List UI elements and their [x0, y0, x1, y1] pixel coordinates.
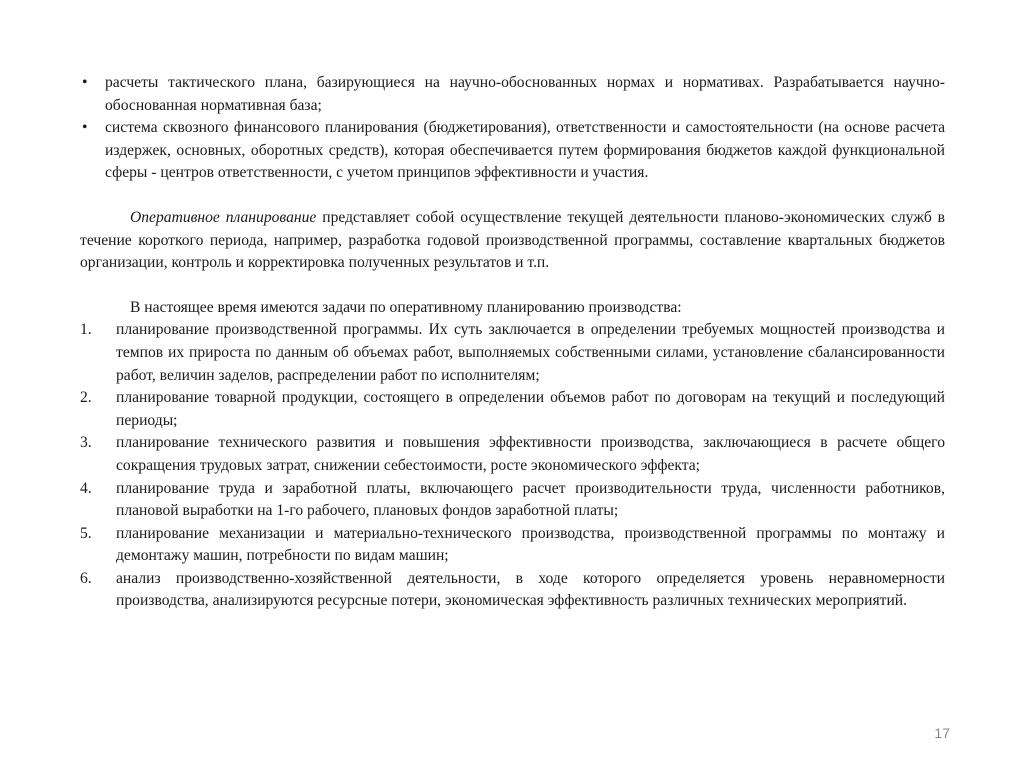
operational-planning-paragraph — [80, 207, 945, 275]
list-item — [80, 72, 945, 117]
list-item-text: планирование труда и заработной платы, включающего расчет производительности труда, численности работников, плановой выработки на 1-го рабочего, плановых фондов заработной платы; — [116, 479, 945, 520]
list-item-text: планирование механизации и материально-технического производства, производственной программы по монтажу и демонтажу машин, потребности по видам машин; — [116, 524, 945, 565]
list-item-text: планирование технического развития и повышения эффективности производства, заключающиеся в расчете общего сокращения трудовых затрат, снижении себестоимости, росте экономического эффекта; — [116, 434, 945, 474]
list-number: 4. — [80, 479, 92, 497]
bullet-marker: • — [82, 119, 88, 137]
page-number: 17 — [934, 725, 950, 741]
list-number: 1. — [80, 321, 92, 339]
list-item — [80, 523, 945, 568]
list-item-text: анализ производственно-хозяйственной деятельности, в ходе которого определяется уровень неравномерности производства, анализируются ресурсные потери, экономическая эффективность различных технических мероприятий. — [116, 569, 945, 610]
tasks-list — [80, 319, 945, 613]
list-item — [80, 387, 945, 432]
list-item — [80, 432, 945, 477]
spacer — [80, 275, 945, 297]
document-page — [80, 72, 945, 613]
list-number: 3. — [80, 434, 92, 452]
list-item-text: расчеты тактического плана, базирующиеся на научно-обоснованных нормах и нормативах. Разрабатывается научно-обоснованная нормативная база; — [105, 74, 945, 114]
list-item-text: система сквозного финансового планирования (бюджетирования), ответственности и самостоятельности (на основе расчета издержек, основных, оборотных средств), которая обеспечивается путем формирования бюджетов каждой функциональной сферы - центров ответственности, с учетом принципов эффективности и участия. — [105, 119, 945, 182]
operational-planning-text: представляет собой осуществление текущей деятельности планово-экономических служб в течение короткого периода, например, разработка годовой производственной программы, составление квартальных бюджетов организации, контроль и корректировка полученных результатов и т.п. — [80, 208, 945, 272]
list-item — [80, 478, 945, 523]
operational-planning-term: Оперативное планирование — [130, 208, 317, 226]
list-number: 6. — [80, 569, 92, 587]
bullet-marker: • — [82, 74, 88, 91]
spacer — [80, 185, 945, 207]
tasks-intro: В настоящее время имеются задачи по оперативному планированию производства: — [130, 298, 682, 316]
list-item-text: планирование товарной продукции, состоящего в определении объемов работ по договорам на текущий и последующий периоды; — [116, 389, 945, 429]
list-number: 2. — [80, 389, 92, 407]
list-item — [80, 117, 945, 185]
bullet-list — [80, 72, 945, 185]
list-number: 5. — [80, 524, 92, 542]
list-item — [80, 568, 945, 613]
list-item-text: планирование производственной программы. Их суть заключается в определении требуемых мощностей производства и темпов их прироста по данным об объемах работ, выполняемых собственными силами, установление сбалансированности работ, величин заделов, распределении работ по исполнителям; — [116, 321, 945, 384]
list-item — [80, 319, 945, 387]
